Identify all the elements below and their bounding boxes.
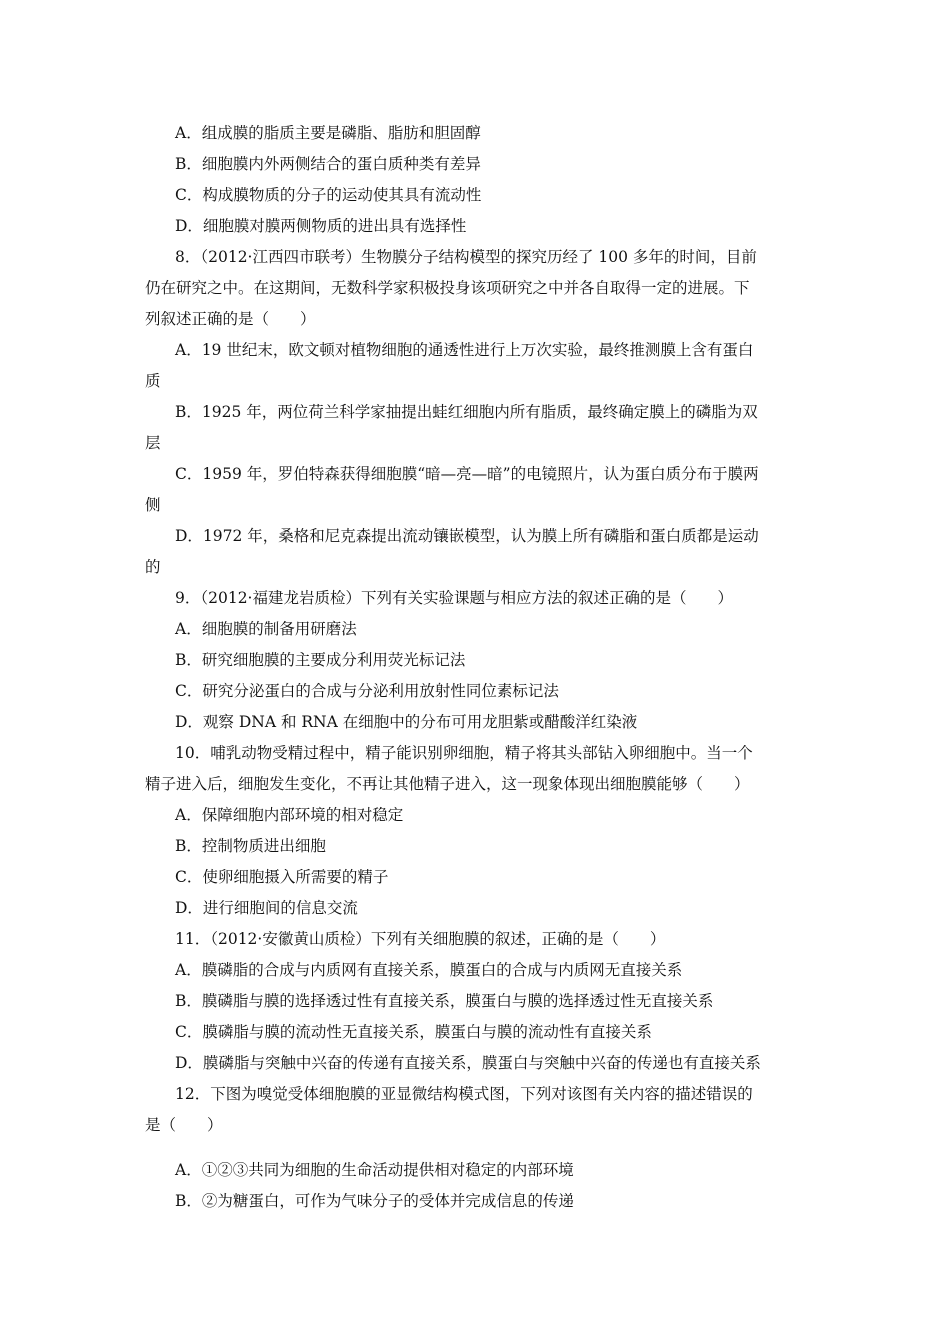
q12-stem-line-2: 是（ ） bbox=[145, 1116, 223, 1134]
q12-stem-line-1: 12．下图为嗅觉受体细胞膜的亚显微结构模式图，下列对该图有关内容的描述错误的 bbox=[175, 1085, 753, 1103]
q10-option-c: C．使卵细胞摄入所需要的精子 bbox=[175, 868, 389, 886]
q8-option-b-line-2: 层 bbox=[145, 434, 161, 452]
q8-option-b-line-1: B．1925 年，两位荷兰科学家抽提出蛙红细胞内所有脂质，最终确定膜上的磷脂为双 bbox=[175, 403, 758, 421]
q8-option-c-line-2: 侧 bbox=[145, 496, 161, 514]
q8-option-a-line-2: 质 bbox=[145, 372, 161, 390]
document-page bbox=[145, 118, 810, 1217]
q9-option-d: D．观察 DNA 和 RNA 在细胞中的分布可用龙胆紫或醋酸洋红染液 bbox=[175, 713, 638, 731]
q11-stem: 11．（2012·安徽黄山质检）下列有关细胞膜的叙述，正确的是（ ） bbox=[175, 930, 666, 948]
q12-option-b: B．②为糖蛋白，可作为气味分子的受体并完成信息的传递 bbox=[175, 1192, 574, 1210]
q8-option-c-line-1: C．1959 年，罗伯特森获得细胞膜“暗—亮—暗”的电镜照片，认为蛋白质分布于膜两 bbox=[175, 465, 759, 483]
q7-option-a: A．组成膜的脂质主要是磷脂、脂肪和胆固醇 bbox=[175, 124, 481, 142]
q11-option-c: C．膜磷脂与膜的流动性无直接关系，膜蛋白与膜的流动性有直接关系 bbox=[175, 1023, 652, 1041]
q11-option-d: D．膜磷脂与突触中兴奋的传递有直接关系，膜蛋白与突触中兴奋的传递也有直接关系 bbox=[175, 1054, 761, 1072]
q8-stem-line-3: 列叙述正确的是（ ） bbox=[145, 310, 316, 328]
q10-option-d: D．进行细胞间的信息交流 bbox=[175, 899, 358, 917]
q9-stem: 9．（2012·福建龙岩质检）下列有关实验课题与相应方法的叙述正确的是（ ） bbox=[175, 589, 733, 607]
q9-option-c: C．研究分泌蛋白的合成与分泌利用放射性同位素标记法 bbox=[175, 682, 559, 700]
q9-option-a: A．细胞膜的制备用研磨法 bbox=[175, 620, 357, 638]
q7-option-d: D．细胞膜对膜两侧物质的进出具有选择性 bbox=[175, 217, 467, 235]
q8-stem-line-2: 仍在研究之中。在这期间，无数科学家积极投身该项研究之中并各自取得一定的进展。下 bbox=[145, 279, 750, 297]
figure-gap bbox=[145, 1141, 810, 1155]
q10-stem-line-1: 10．哺乳动物受精过程中，精子能识别卵细胞，精子将其头部钻入卵细胞中。当一个 bbox=[175, 744, 753, 762]
q8-option-d-line-1: D．1972 年，桑格和尼克森提出流动镶嵌模型，认为膜上所有磷脂和蛋白质都是运动 bbox=[175, 527, 759, 545]
q7-option-c: C．构成膜物质的分子的运动使其具有流动性 bbox=[175, 186, 482, 204]
q10-option-b: B．控制物质进出细胞 bbox=[175, 837, 326, 855]
q11-option-b: B．膜磷脂与膜的选择透过性有直接关系，膜蛋白与膜的选择透过性无直接关系 bbox=[175, 992, 714, 1010]
q7-option-b: B．细胞膜内外两侧结合的蛋白质种类有差异 bbox=[175, 155, 481, 173]
q8-stem-line-1: 8．（2012·江西四市联考）生物膜分子结构模型的探究历经了 100 多年的时间，目前 bbox=[175, 248, 757, 266]
q8-option-d-line-2: 的 bbox=[145, 558, 161, 576]
q9-option-b: B．研究细胞膜的主要成分利用荧光标记法 bbox=[175, 651, 466, 669]
q10-option-a: A．保障细胞内部环境的相对稳定 bbox=[175, 806, 404, 824]
q12-option-a: A．①②③共同为细胞的生命活动提供相对稳定的内部环境 bbox=[175, 1161, 574, 1179]
q10-stem-line-2: 精子进入后，细胞发生变化，不再让其他精子进入，这一现象体现出细胞膜能够（ ） bbox=[145, 775, 750, 793]
q8-option-a-line-1: A．19 世纪末，欧文顿对植物细胞的通透性进行上万次实验，最终推测膜上含有蛋白 bbox=[175, 341, 754, 359]
q11-option-a: A．膜磷脂的合成与内质网有直接关系，膜蛋白的合成与内质网无直接关系 bbox=[175, 961, 683, 979]
